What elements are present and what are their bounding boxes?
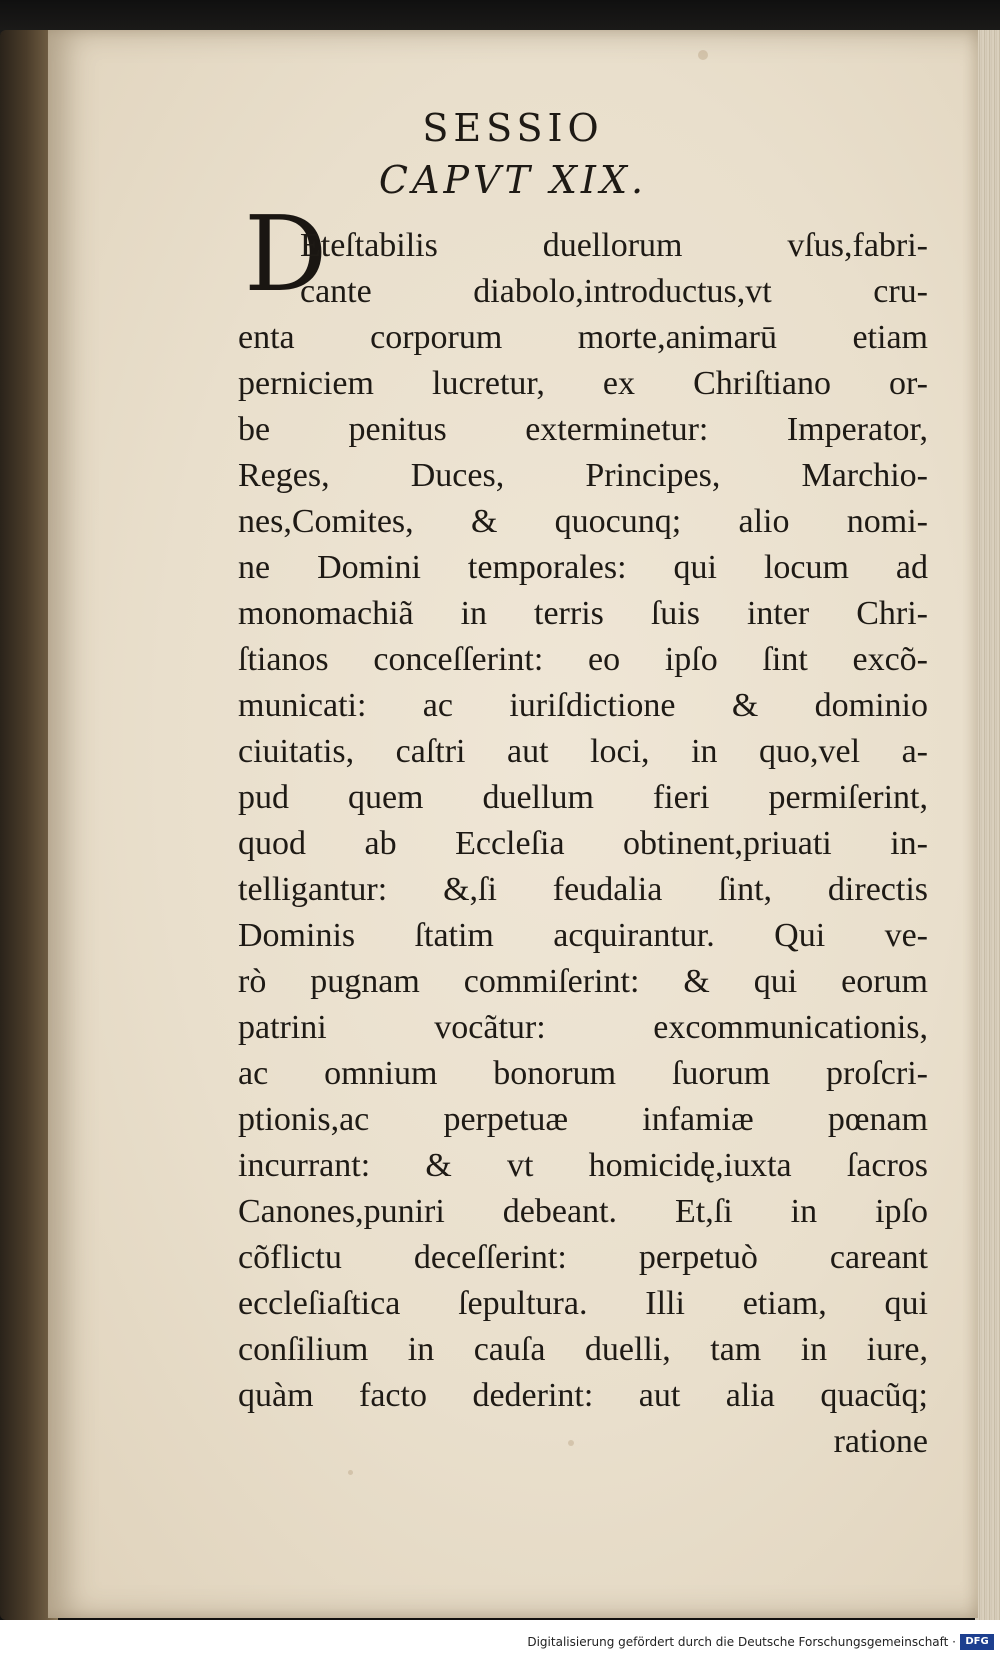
text-line: cõflictu deceſſerint: perpetuò careant xyxy=(238,1239,928,1276)
text-line: ciuitatis, caſtri aut loci, in quo,vel a- xyxy=(238,733,928,770)
book-page xyxy=(48,30,978,1618)
foxing-spot xyxy=(698,50,708,60)
scan-top-margin xyxy=(0,0,1000,34)
text-line: enta corporum morte,animarū etiam xyxy=(238,319,928,356)
text-line: be penitus exterminetur: Imperator, xyxy=(238,411,928,448)
text-line: cante diabolo,introductus,vt cru- xyxy=(300,273,928,310)
text-line: telligantur: &,ſi feudalia ſint, directis xyxy=(238,871,928,908)
running-head: SESSIO xyxy=(422,106,604,150)
text-line: ac omnium bonorum ſuorum proſcri- xyxy=(238,1055,928,1092)
text-line: nes,Comites, & quocunq; alio nomi- xyxy=(238,503,928,540)
text-line: quàm facto dederint: aut alia quacũq; xyxy=(238,1377,928,1414)
text-line: conſilium in cauſa duelli, tam in iure, xyxy=(238,1331,928,1368)
text-line: perniciem lucretur, ex Chriſtiano or- xyxy=(238,365,928,402)
chapter-title: CAPVT XIX. xyxy=(378,158,648,202)
text-line: rò pugnam commiſerint: & qui eorum xyxy=(238,963,928,1000)
text-line: ptionis,ac perpetuæ infamiæ pœnam xyxy=(238,1101,928,1138)
text-line: monomachiã in terris ſuis inter Chri- xyxy=(238,595,928,632)
text-line: Eteſtabilis duellorum vſus,fabri- xyxy=(300,227,928,264)
catchword: ratione xyxy=(833,1423,928,1460)
text-line: eccleſiaſtica ſepultura. Illi etiam, qui xyxy=(238,1285,928,1322)
text-line: ne Domini temporales: qui locum ad xyxy=(238,549,928,586)
drop-cap-initial: D xyxy=(244,193,328,315)
foxing-spot xyxy=(348,1470,353,1475)
page-stack-edge xyxy=(975,30,1000,1620)
foxing-spot xyxy=(568,1440,574,1446)
text-line: ſtianos conceſſerint: eo ipſo ſint excõ- xyxy=(238,641,928,678)
text-line: Dominis ſtatim acquirantur. Qui ve- xyxy=(238,917,928,954)
text-line: incurrant: & vt homicidę,iuxta ſacros xyxy=(238,1147,928,1184)
funding-credit: Digitalisierung gefördert durch die Deutsche Forschungsgemeinschaft · xyxy=(527,1635,956,1649)
text-line: Reges, Duces, Principes, Marchio- xyxy=(238,457,928,494)
text-line: patrini vocãtur: excommunicationis, xyxy=(238,1009,928,1046)
text-line: Canones,puniri debeant. Et,ſi in ipſo xyxy=(238,1193,928,1230)
text-line: municati: ac iuriſdictione & dominio xyxy=(238,687,928,724)
text-line: pud quem duellum fieri permiſerint, xyxy=(238,779,928,816)
scan-footer xyxy=(0,1620,1000,1660)
dfg-logo: DFG xyxy=(960,1634,994,1650)
text-line: quod ab Eccleſia obtinent,priuati in- xyxy=(238,825,928,862)
